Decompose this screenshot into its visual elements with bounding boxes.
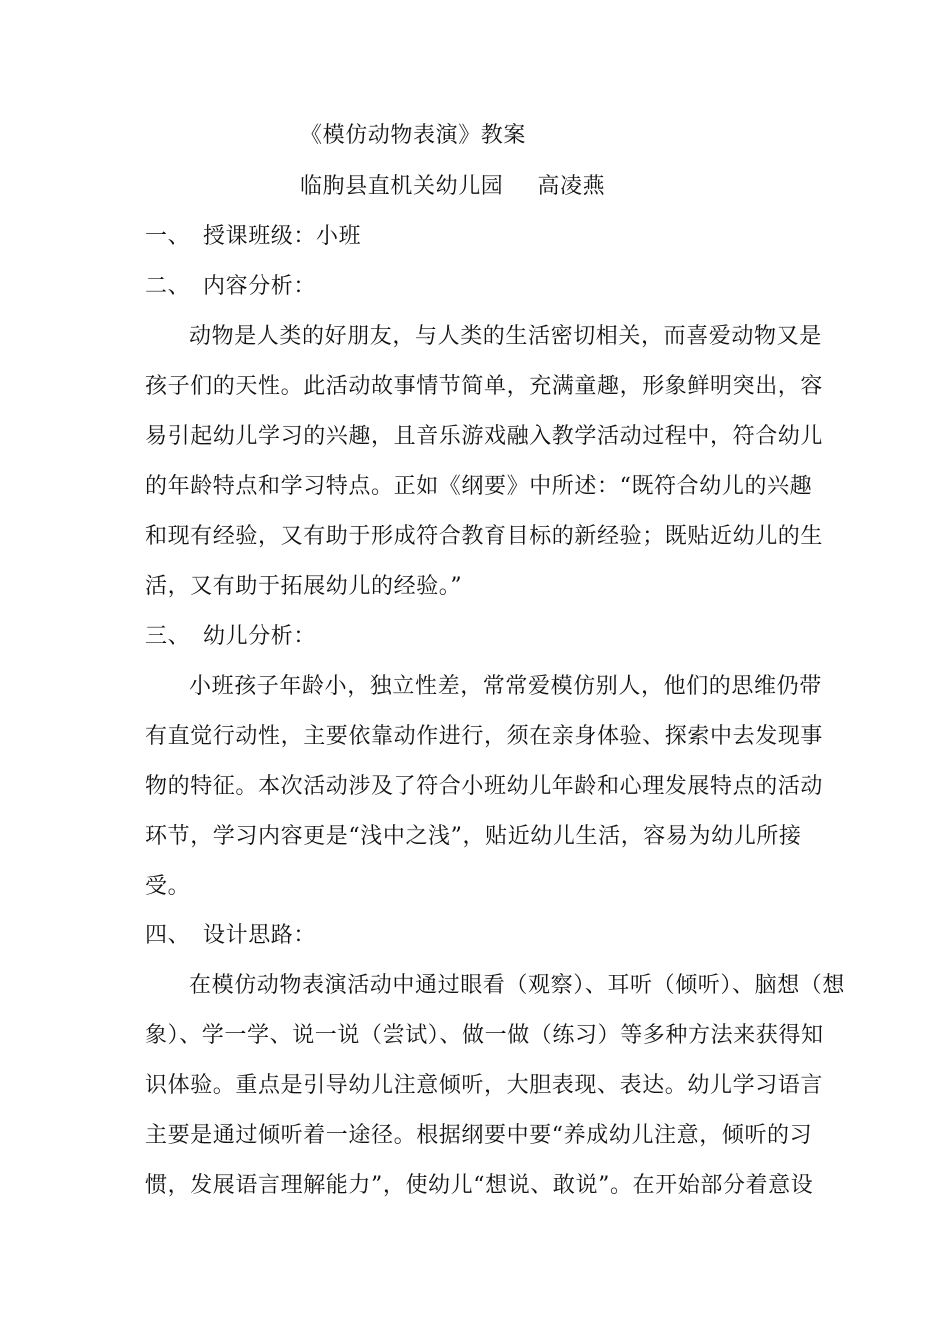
paragraph-line: 识体验。重点是引导幼儿注意倾听，大胆表现、表达。幼儿学习语言 xyxy=(145,1073,824,1098)
paragraph-line: 主要是通过倾听着一途径。根据纲要中要“养成幼儿注意，倾听的习 xyxy=(145,1123,813,1148)
paragraph-line: 孩子们的天性。此活动故事情节简单，充满童趣，形象鲜明突出，容 xyxy=(145,374,824,399)
paragraph-line: 动物是人类的好朋友，与人类的生活密切相关，而喜爱动物又是 xyxy=(189,324,822,349)
paragraph-line: 的年龄特点和学习特点。正如《纲要》中所述：“既符合幼儿的兴趣 xyxy=(145,474,813,499)
paragraph-line: 环节，学习内容更是“浅中之浅”，贴近幼儿生活，容易为幼儿所接 xyxy=(145,824,802,849)
section-number: 二、 xyxy=(145,274,191,299)
paragraph-line: 在模仿动物表演活动中通过眼看（观察）、耳听（倾听）、脑想（想 xyxy=(189,973,846,998)
paragraph-line: 和现有经验，又有助于形成符合教育目标的新经验；既贴近幼儿的生 xyxy=(145,524,824,549)
paragraph-line: 物的特征。本次活动涉及了符合小班幼儿年龄和心理发展特点的活动 xyxy=(145,774,824,799)
section-title: 授课班级：小班 xyxy=(203,224,362,249)
section-heading-2 xyxy=(145,272,316,302)
section-title: 幼儿分析： xyxy=(203,624,317,649)
author-name: 高凌燕 xyxy=(537,174,606,199)
paragraph-line: 惯，发展语言理解能力”，使幼儿“想说、敢说”。在开始部分着意设 xyxy=(145,1173,814,1198)
paragraph-line: 受。 xyxy=(145,874,191,899)
section-number: 三、 xyxy=(145,624,191,649)
section-heading-4 xyxy=(145,921,316,951)
section-title: 设计思路： xyxy=(203,923,317,948)
paragraph-line: 小班孩子年龄小，独立性差，常常爱模仿别人，他们的思维仍带 xyxy=(189,674,822,699)
paragraph-line: 有直觉行动性，主要依靠动作进行，须在亲身体验、探索中去发现事 xyxy=(145,724,824,749)
paragraph-line: 易引起幼儿学习的兴趣，且音乐游戏融入教学活动过程中，符合幼儿 xyxy=(145,424,824,449)
section-heading-3 xyxy=(145,622,316,652)
section-heading-1 xyxy=(145,222,361,252)
paragraph-line: 活，又有助于拓展幼儿的经验。” xyxy=(145,574,463,599)
section-number: 四、 xyxy=(145,923,191,948)
author-line xyxy=(300,172,605,202)
paragraph-line: 象）、学一学、说一说（尝试）、做一做（练习）等多种方法来获得知 xyxy=(145,1023,824,1048)
school-name: 临朐县直机关幼儿园 xyxy=(300,174,504,199)
section-number: 一、 xyxy=(145,224,191,249)
section-title: 内容分析： xyxy=(203,274,317,299)
document-title: 《模仿动物表演》教案 xyxy=(300,123,527,148)
